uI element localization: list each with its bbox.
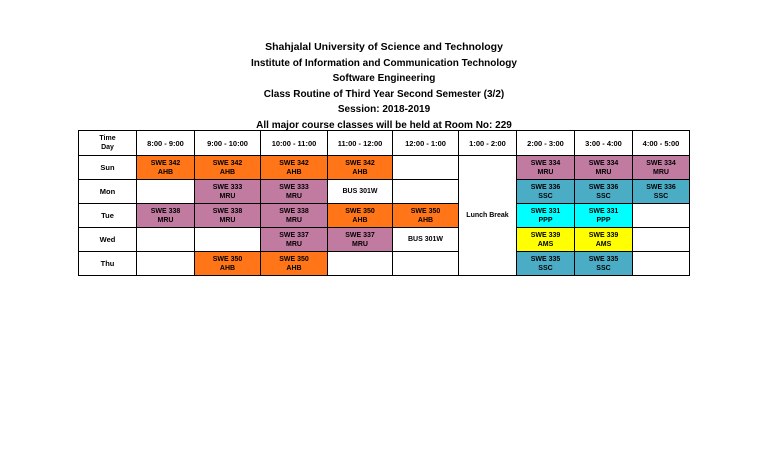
course-code: SWE 350: [345, 207, 375, 215]
timeslot-header: 1:00 - 2:00: [459, 131, 517, 156]
teacher-initials: SSC: [596, 264, 611, 272]
day-label: Thu: [79, 252, 137, 276]
corner-time-label: Time: [99, 135, 116, 142]
course-code: BUS 301W: [342, 188, 378, 195]
class-cell: [261, 252, 328, 276]
course-code: BUS 301W: [407, 236, 443, 243]
course-code: SWE 336: [588, 183, 619, 191]
course-code: SWE 333: [279, 183, 309, 191]
day-label: Sun: [79, 156, 137, 180]
day-row-thu: [79, 252, 690, 276]
course-code: SWE 338: [279, 207, 309, 215]
department-name: Software Engineering: [332, 73, 436, 85]
teacher-initials: AMS: [595, 240, 612, 248]
teacher-initials: MRU: [286, 216, 302, 224]
class-cell: [633, 252, 690, 276]
course-code: SWE 331: [530, 207, 561, 215]
timeslot-header: 10:00 - 11:00: [261, 131, 328, 156]
course-code: SWE 334: [646, 159, 676, 167]
teacher-initials: AHB: [219, 264, 236, 272]
course-code: SWE 350: [410, 207, 441, 215]
day-row-sun: [79, 156, 690, 180]
class-cell: [393, 228, 459, 252]
teacher-initials: MRU: [286, 192, 302, 200]
teacher-initials: PPP: [596, 216, 611, 224]
timeslot-header: 11:00 - 12:00: [328, 131, 393, 156]
teacher-initials: AHB: [352, 216, 368, 224]
teacher-initials: SSC: [596, 192, 611, 200]
course-code: SWE 342: [150, 159, 181, 167]
timeslot-header: 12:00 - 1:00: [393, 131, 459, 156]
day-label: Wed: [79, 228, 137, 252]
class-cell: [575, 228, 633, 252]
class-cell: [393, 204, 459, 228]
class-cell: [195, 156, 261, 180]
teacher-initials: MRU: [595, 168, 612, 176]
routine-header: [0, 40, 768, 134]
class-cell: [517, 228, 575, 252]
class-cell: [393, 156, 459, 180]
course-code: SWE 339: [530, 231, 561, 239]
timeslot-header: 2:00 - 3:00: [517, 131, 575, 156]
class-cell: [633, 228, 690, 252]
class-cell: [575, 156, 633, 180]
class-cell: [393, 180, 459, 204]
class-cell: [137, 204, 195, 228]
class-cell: [517, 204, 575, 228]
class-cell: [261, 204, 328, 228]
class-cell: [517, 156, 575, 180]
session-label: Session: 2018-2019: [337, 104, 431, 116]
course-code: SWE 334: [530, 159, 561, 167]
day-label: Tue: [79, 204, 137, 228]
teacher-initials: AHB: [219, 168, 236, 176]
class-cell: [575, 252, 633, 276]
class-cell: [137, 252, 195, 276]
teacher-initials: MRU: [537, 168, 554, 176]
class-cell: [575, 180, 633, 204]
timeslot-header: 3:00 - 4:00: [575, 131, 633, 156]
class-cell: [195, 204, 261, 228]
teacher-initials: AHB: [417, 216, 434, 224]
course-code: SWE 350: [279, 255, 309, 263]
class-cell: [633, 204, 690, 228]
teacher-initials: MRU: [219, 216, 236, 224]
teacher-initials: MRU: [653, 168, 669, 176]
teacher-initials: MRU: [286, 240, 302, 248]
class-cell: [137, 180, 195, 204]
course-code: SWE 335: [530, 255, 561, 263]
course-code: SWE 338: [150, 207, 181, 215]
class-routine-table: [78, 130, 690, 276]
class-cell: [195, 252, 261, 276]
day-row-wed: [79, 228, 690, 252]
class-cell: [517, 252, 575, 276]
course-code: SWE 342: [279, 159, 309, 167]
class-cell: [195, 180, 261, 204]
room-note: All major course classes will be held at Room No: 229: [256, 119, 512, 131]
course-code: SWE 336: [646, 183, 676, 191]
class-cell: [633, 180, 690, 204]
teacher-initials: MRU: [219, 192, 236, 200]
timeslot-header-row: [79, 131, 690, 156]
teacher-initials: SSC: [538, 264, 553, 272]
teacher-initials: AMS: [537, 240, 554, 248]
course-code: SWE 334: [588, 159, 619, 167]
class-cell: [328, 156, 393, 180]
class-cell: [328, 180, 393, 204]
day-label: Mon: [79, 180, 137, 204]
class-cell: [328, 228, 393, 252]
course-code: SWE 342: [212, 159, 243, 167]
class-cell: [261, 228, 328, 252]
class-cell: [328, 252, 393, 276]
teacher-initials: AHB: [157, 168, 174, 176]
day-row-tue: [79, 204, 690, 228]
teacher-initials: AHB: [286, 168, 302, 176]
teacher-initials: SSC: [538, 192, 553, 200]
class-cell: [328, 204, 393, 228]
timeslot-header: 8:00 - 9:00: [137, 131, 195, 156]
teacher-initials: AHB: [286, 264, 302, 272]
class-cell: [393, 252, 459, 276]
course-code: SWE 350: [212, 255, 243, 263]
lunch-break-cell: Lunch Break: [459, 156, 517, 276]
class-cell: [261, 180, 328, 204]
class-cell: [517, 180, 575, 204]
course-code: SWE 338: [212, 207, 243, 215]
university-name: Shahjalal University of Science and Technology: [265, 41, 503, 53]
class-cell: [633, 156, 690, 180]
routine-title: Class Routine of Third Year Second Semester (3/2): [263, 88, 505, 100]
teacher-initials: AHB: [352, 168, 368, 176]
course-code: SWE 333: [212, 183, 243, 191]
corner-cell: [79, 131, 137, 156]
teacher-initials: MRU: [157, 216, 174, 224]
institute-name: Institute of Information and Communication Technology: [251, 57, 517, 69]
course-code: SWE 342: [345, 159, 375, 167]
teacher-initials: SSC: [653, 192, 669, 200]
class-cell: [137, 228, 195, 252]
teacher-initials: PPP: [538, 216, 553, 224]
course-code: SWE 337: [279, 231, 309, 239]
timeslot-header: 4:00 - 5:00: [633, 131, 690, 156]
course-code: SWE 336: [530, 183, 561, 191]
corner-day-label: Day: [101, 144, 114, 151]
course-code: SWE 337: [345, 231, 375, 239]
class-cell: [261, 156, 328, 180]
course-code: SWE 339: [588, 231, 619, 239]
timeslot-header: 9:00 - 10:00: [195, 131, 261, 156]
class-cell: [195, 228, 261, 252]
day-row-mon: [79, 180, 690, 204]
course-code: SWE 331: [588, 207, 619, 215]
class-cell: [575, 204, 633, 228]
class-cell: [137, 156, 195, 180]
teacher-initials: MRU: [352, 240, 368, 248]
course-code: SWE 335: [588, 255, 619, 263]
